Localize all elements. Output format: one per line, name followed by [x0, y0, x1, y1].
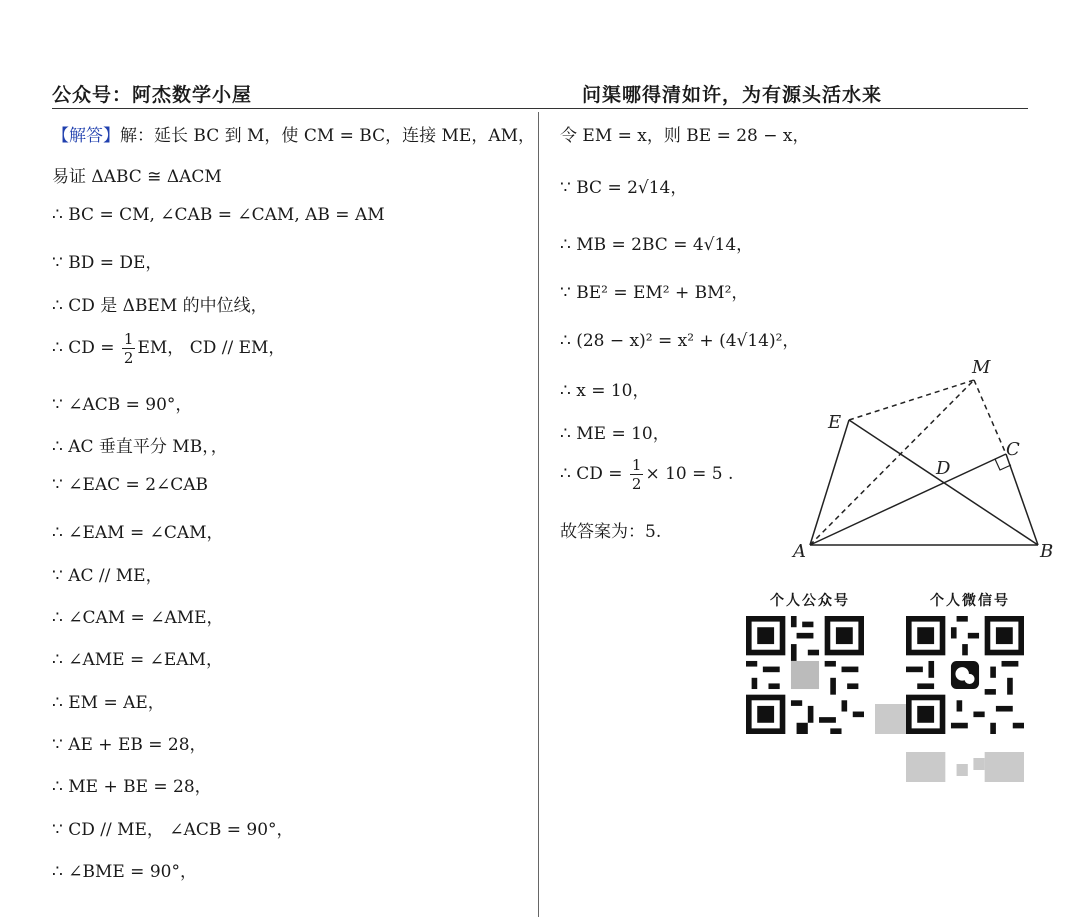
answer-label: 【解答】 [52, 126, 120, 146]
point-label-c: C [1006, 439, 1020, 460]
solution-line: ∴ ME + BE = 28， [52, 777, 212, 797]
header-motto: 问渠哪得清如许，为有源头活水来 [582, 84, 883, 106]
fraction: $\frac{1}{2}$ [123, 330, 134, 367]
solution-line: ∴ BC = CM, ∠CAB = ∠CAM, AB = AM [52, 205, 385, 225]
qr-title: 个人微信号 [930, 593, 1010, 609]
column-divider [538, 112, 539, 917]
solution-line: ∵ BC = 2√14， [560, 178, 688, 198]
solution-line: ∵ AE + EB = 28， [52, 735, 207, 755]
point-label-a: A [793, 541, 806, 562]
segment-em-dashed [849, 380, 974, 420]
solution-line: ∵ BE² = EM² + BM²， [560, 283, 749, 303]
point-label-m: M [972, 357, 991, 378]
solution-line: ∴ CD 是 ΔBEM 的中位线， [52, 296, 268, 316]
solution-line: ∴ AC 垂直平分 MB，， [52, 437, 228, 457]
segment-mc-dashed [974, 380, 1006, 454]
solution-line: ∴ x = 10， [560, 381, 650, 401]
qr-title: 个人公众号 [770, 593, 850, 609]
solution-line: ∵ ∠EAC = 2∠CAB [52, 475, 209, 495]
solution-line: ∴ ME = 10， [560, 424, 670, 444]
solution-line: ∴ ∠EAM = ∠CAM， [52, 523, 224, 543]
header-account-name: 公众号：阿杰数学小屋 [52, 84, 253, 106]
solution-line: ∵ ∠ACB = 90°， [52, 395, 193, 415]
solution-line: 故答案为：5. [560, 522, 662, 542]
solution-line: ∴ CD = $\frac{1}{2}$ × 10 = 5 . [560, 456, 734, 493]
point-label-b: B [1040, 541, 1054, 562]
solution-line: ∵ BD = DE， [52, 253, 163, 273]
qr-code-icon [746, 616, 864, 734]
point-label-e: E [828, 412, 842, 433]
solution-line: ∴ ∠CAM = ∠AME， [52, 608, 224, 628]
segment-cb [1006, 454, 1038, 545]
solution-line: ∵ AC // ME， [52, 566, 163, 586]
solution-line: ∴ ∠BME = 90°， [52, 862, 197, 882]
solution-line: ∴ (28 − x)² = x² + (4√14)²， [560, 331, 800, 351]
solution-line: 【解答】解：延长 BC 到 M，使 CM = BC，连接 ME，AM， [52, 126, 536, 146]
page-header [52, 80, 1028, 109]
solution-line: ∴ EM = AE， [52, 693, 165, 713]
point-label-d: D [936, 458, 951, 479]
qr-code-icon [906, 616, 1024, 734]
solution-line: ∴ ∠AME = ∠EAM， [52, 650, 223, 670]
qr-personal-wechat [900, 590, 1080, 786]
solution-line: 令 EM = x，则 BE = 28 − x， [560, 126, 810, 146]
qr-reflection [906, 752, 1024, 782]
solution-line: ∵ CD // ME， ∠ACB = 90°， [52, 820, 294, 840]
solution-line: ∴ MB = 2BC = 4√14， [560, 235, 754, 255]
solution-line: ∴ CD = $\frac{1}{2}$ EM， CD // EM， [52, 330, 286, 367]
fraction: $\frac{1}{2}$ [631, 456, 642, 493]
solution-line: 易证 ΔABC ≅ ΔACM [52, 167, 222, 187]
geometry-diagram [790, 352, 1070, 567]
segment-ac [810, 454, 1006, 545]
